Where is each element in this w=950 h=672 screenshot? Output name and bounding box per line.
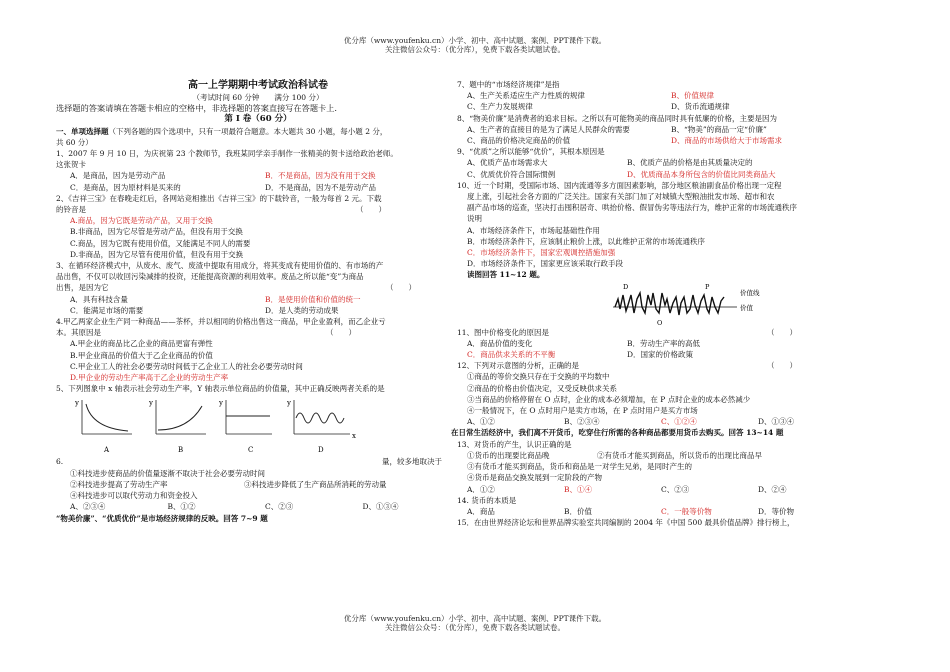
- q7-stem: 7、题中的“市场经济规律”是指: [457, 80, 560, 89]
- q5-graphs-svg: [68, 394, 358, 456]
- graph-c-y-label: y: [219, 399, 223, 408]
- q14-option-b: B．价值: [564, 506, 593, 516]
- q6-statement-3: ③科技进步降低了生产商品所消耗的劳动量: [244, 479, 387, 489]
- q2-stem-1: 2、《吉祥三宝》在春晚走红后，各网站竞相推出《吉祥三宝》的下载铃音，一般为每首 2 元。下载: [56, 193, 382, 203]
- point-d-label: D: [623, 282, 629, 291]
- q13-statement-2: ②有货币才能买到商品，所以货币的出现比商品早: [597, 450, 762, 460]
- q3-paren: （ ）: [386, 283, 416, 293]
- q8-option-c: C、商品的价格决定商品的价值: [467, 136, 571, 146]
- price-chart-svg: [607, 281, 777, 327]
- material-7-9: “物美价廉”、“优质优价”是市场经济规律的反映。回答 7~9 题: [56, 513, 268, 523]
- q9-option-c: C、优质优价符合国际惯例: [467, 169, 556, 179]
- q7-option-b: B、价值规律: [671, 91, 715, 101]
- q11-options-row-1: [457, 338, 855, 349]
- q7-options-row-1: [457, 90, 855, 101]
- q9-option-a: A、优质产品市场需求大: [467, 158, 548, 168]
- material-13-14: 在日常生活经济中，我们离不开货币，吃穿住行所需的各种商品都要用货币去购买。回答 13~14 题: [451, 428, 784, 438]
- q12-paren: （ ）: [767, 361, 797, 371]
- q7-option-c: C、生产力发展规律: [467, 102, 533, 112]
- q3-stem-2: 品出售，不仅可以收回污染减排的投资，还能提高资源的利用效率。废品之所以能“变”为商品: [56, 272, 364, 282]
- q13-options-row: [457, 484, 855, 495]
- q12-statement-2: ②商品的价格由价值决定，又受反映供求关系: [467, 383, 617, 393]
- q6-option-d: D、①③④: [362, 502, 399, 512]
- chart-intro: 读图回答 11~12 题。: [467, 270, 545, 280]
- q2-option-d: D.非商品，因为它尽管有使用价值，但没有用于交换: [70, 249, 244, 259]
- graph-d-x-label: x: [352, 432, 356, 441]
- q13-option-d: D、②④: [758, 484, 787, 494]
- q10-stem-4: 说明: [467, 214, 482, 224]
- q11-option-d: D．国家的价格政策: [627, 350, 694, 360]
- q11-option-b: B．劳动生产率的高低: [627, 338, 701, 348]
- q4-option-d: D.甲企业的劳动生产率高于乙企业的劳动生产率: [70, 373, 229, 383]
- q9-options-row-1: [457, 157, 855, 168]
- exam-title: 高一上学期期中考试政治科试卷: [188, 80, 328, 91]
- q13-option-c: C、②③: [661, 484, 690, 494]
- q10-stem-1: 10、近一个时期，受国际市场、国内流通等多方面因素影响，部分地区粮油副食品价格出现一定程: [457, 180, 782, 190]
- volume-heading: 第 I 卷（60 分）: [224, 114, 292, 125]
- graph-a: [74, 399, 132, 454]
- q3-option-a: A．具有科技含量: [70, 294, 128, 304]
- q1-options-row-1: [56, 170, 460, 181]
- q1-option-c: C．是商品，因为原材料是买来的: [70, 182, 181, 192]
- q10-option-a: A．市场经济条件下，市场起基础性作用: [467, 225, 600, 235]
- footer-line-1: 优分库（www.youfenku.cn）小学、初中、高中试题、案例、PPT课件下载。: [343, 614, 607, 623]
- graph-b: [148, 399, 206, 454]
- q14-options-row: [457, 506, 855, 517]
- q14-option-d: D．等价物: [758, 506, 795, 516]
- q6-statements-row: [56, 479, 460, 490]
- q12-statement-3: ③当商品的价格停留在 O 点时，企业的成本必须增加，在 P 点时企业的成本必然减少: [467, 394, 751, 404]
- price-curve: [615, 293, 724, 315]
- q6-stem-a: 6.: [56, 457, 64, 467]
- left-column: [56, 79, 460, 524]
- q13-option-b: B、①④: [564, 484, 593, 494]
- graph-d: [286, 399, 356, 454]
- point-p-label: P: [705, 282, 710, 291]
- q3-option-b: B．是使用价值和价值的统一: [265, 294, 361, 304]
- q4-option-c: C.甲企业工人的社会必要劳动时间低于乙企业工人的社会必要劳动时间: [70, 361, 303, 371]
- q9-options-row-2: [457, 169, 855, 180]
- q7-option-a: A、生产关系适应生产力性质的规律: [467, 91, 585, 101]
- graph-a-y-label: y: [75, 399, 79, 408]
- q1-option-a: A．是商品，因为是劳动产品: [70, 171, 166, 181]
- q6-option-b: B、①②: [167, 502, 196, 512]
- q4-paren: （ ）: [326, 328, 356, 338]
- q6-option-c: C、②③: [265, 502, 294, 512]
- q4-stem-2: 本。其原因是: [56, 328, 101, 338]
- q12-statement-4: ④一般情况下，在 O 点时用户是卖方市场，在 P 点时用户是买方市场: [467, 406, 698, 416]
- q3-options-row-2: [56, 305, 460, 316]
- q11-stem-row: [457, 327, 855, 338]
- q11-paren: （ ）: [767, 327, 797, 337]
- header-line-2: 关注微信公众号：（优分库），免费下载各类试题试卷。: [385, 45, 565, 54]
- q11-option-c: C．商品供求关系的不平衡: [467, 350, 556, 360]
- q12-statement-1: ①商品的等价交换只存在于交换的平均数中: [467, 372, 610, 382]
- q7-options-row-2: [457, 101, 855, 112]
- price-chart: [457, 281, 855, 327]
- q8-option-a: A、生产者的直接目的是为了满足人民群众的需要: [467, 124, 630, 134]
- q11-option-a: A．商品价值的变化: [467, 338, 533, 348]
- q6-options-row: [56, 501, 460, 512]
- point-o-label: O: [657, 318, 663, 327]
- q11-stem: 11、图中价格变化的原因是: [457, 327, 550, 337]
- q6-statement-2: ②科技进步提高了劳动生产率: [70, 479, 168, 489]
- q2-option-a: A.商品，因为它既是劳动产品，又用于交换: [70, 216, 213, 226]
- q1-options-row-2: [56, 182, 460, 193]
- q3-stem-row: [56, 282, 460, 293]
- q12-option-a: A、①②: [467, 417, 495, 427]
- instruction: 选择题的答案请填在答题卡相应的空格中，非选择题的答案直接写在答题卡上.: [56, 103, 337, 114]
- q5-stem: 5、下列图象中 x 轴表示社会劳动生产率，Y 轴表示单位商品的价值量，其中正确反映两者关系的是: [56, 384, 385, 394]
- q13-statement-1: ①货币的出现要比商品晚: [467, 450, 550, 460]
- q6-stem-row: [56, 456, 460, 467]
- q15-stem: 15．在由世界经济论坛和世界品牌实验室共同编制的 2004 年《中国 500 最具价值品牌》排行榜上，: [457, 518, 795, 528]
- q11-options-row-2: [457, 349, 855, 360]
- q9-option-b: B、优质产品的价格是由其质量决定的: [627, 158, 753, 168]
- q8-option-b: B、“物美”的商品一定“价廉”: [671, 124, 767, 134]
- graph-d-y-label: y: [287, 399, 291, 408]
- section-label: 一、单项选择题: [56, 126, 109, 136]
- q10-stem-3: 副产品市场的巡查，坚决打击囤积居奇、哄抬价格、假冒伪劣等违法行为，维护正常的市场流通秩序: [467, 203, 797, 213]
- q4-option-a: A.甲企业的商品比乙企业的商品更富有弹性: [70, 339, 213, 349]
- q14-option-c: C．一般等价物: [661, 506, 712, 516]
- q8-options-row-2: [457, 135, 855, 146]
- q9-option-d: D、优质商品本身所包含的价值比同类商品大: [627, 169, 776, 179]
- section-heading: [56, 126, 460, 137]
- footer-line-2: 关注微信公众号：（优分库），免费下载各类试题试卷。: [385, 623, 565, 632]
- q12-option-d: D、①③④: [758, 417, 795, 427]
- q13-statements-row: [457, 450, 855, 461]
- q3-option-c: C．能满足市场的需要: [70, 305, 144, 315]
- graph-d-label: D: [318, 446, 324, 455]
- q6-option-a: A、②③④: [70, 502, 106, 512]
- q9-stem: 9、“优质”之所以能够“优价”，其根本原因是: [457, 147, 605, 157]
- q1-option-b: B．不是商品，因为没有用于交换: [265, 171, 376, 181]
- q3-stem-3: 出售，是因为它: [56, 283, 109, 293]
- graph-b-label: B: [178, 446, 184, 455]
- q10-option-b: B．市场经济条件下，应该制止粮价上涨，以此维护正常的市场流通秩序: [467, 236, 706, 246]
- q10-stem-2: 度上涨，引起社会各方面的广泛关注。国家有关部门加了对城镇大型粮油批发市场、超市和农: [467, 192, 775, 202]
- graph-b-y-label: y: [149, 399, 153, 408]
- q4-option-b: B.甲企业商品的价值大于乙企业商品的价值: [70, 350, 213, 360]
- graph-c-label: C: [248, 446, 254, 455]
- q14-stem: 14. 货币的本质是: [457, 495, 517, 505]
- q5-graphs: [68, 394, 460, 456]
- right-column: [451, 79, 855, 528]
- price-line-label: 价值线: [740, 288, 760, 297]
- header-line-1: 优分库（www.youfenku.cn）小学、初中、高中试题、案例、PPT课件下载。: [343, 36, 607, 45]
- section-text-2: 共 60 分）: [56, 137, 93, 147]
- page-header: [0, 36, 950, 54]
- q3-option-d: D．是人类的劳动成果: [265, 305, 339, 315]
- q12-options-row: [457, 416, 855, 427]
- q8-option-d: D、商品的市场供给大于市场需求: [671, 136, 783, 146]
- q4-stem-1: 4.甲乙两家企业生产同一种商品——茶杯，并以相同的价格出售这一商品，甲企业盈利，而乙企业亏: [56, 317, 386, 327]
- q13-option-a: A．①②: [467, 484, 495, 494]
- q10-option-c: C．市场经济条件下，国家宏观调控措施加强: [467, 248, 616, 258]
- q6-statement-4: ④科技进步可以取代劳动力和资金投入: [70, 491, 198, 501]
- q2-stem-row: [56, 204, 460, 215]
- q14-option-a: A．商品: [467, 506, 495, 516]
- q10-option-d: D．市场经济条件下，国家更应该采取行政手段: [467, 259, 624, 269]
- q2-option-c: C.商品，因为它既有使用价值，又能满足不同人的需要: [70, 238, 251, 248]
- q13-stem: 13、对货币的产生，认识正确的是: [457, 439, 572, 449]
- q2-paren: （ ）: [356, 205, 386, 215]
- graph-c: [218, 399, 272, 454]
- q1-option-d: D．不是商品，因为不是劳动产品: [265, 182, 377, 192]
- q1-stem-1: 1、2007 年 9 月 10 日，为庆祝第 23 个教师节，我班某同学亲手制作一张精美的贺卡送给政治老师。: [56, 149, 398, 159]
- value-line-label: 价值: [740, 303, 753, 312]
- q6-statement-1: ①科技进步使商品的价值量逐渐不取决于社会必要劳动时间: [70, 468, 265, 478]
- section-text: （下列各题的四个选项中，只有一项最符合题意。本大题共 30 小题，每小题 2 分，: [108, 126, 388, 136]
- q12-stem-row: [457, 360, 855, 371]
- q3-stem-1: 3、在循环经济模式中，从废水、废气、废渣中提取有用成分，将其变成有使用价值的、有市场的产: [56, 261, 384, 271]
- q8-stem: 8、“物美价廉”是消费者的追求目标。之所以有可能物美的商品同时具有低廉的价格，主要是因为: [457, 113, 777, 123]
- q13-statement-3: ③有货币才能买到商品，货币和商品是一对学生兄弟，是同时产生的: [467, 462, 692, 472]
- q12-option-b: B、②③④: [564, 417, 600, 427]
- graph-a-label: A: [104, 446, 110, 455]
- page-footer: [0, 614, 950, 632]
- q2-stem-2: 的铃音是: [56, 205, 86, 215]
- q1-stem-2: 这张贺卡: [56, 160, 86, 170]
- q2-option-b: B.非商品，因为它尽管是劳动产品，但没有用于交换: [70, 227, 243, 237]
- q12-option-c: C、①②④: [661, 417, 697, 427]
- q3-options-row-1: [56, 294, 460, 305]
- q12-stem: 12、下列对示意图的分析，正确的是: [457, 361, 580, 371]
- q6-stem-b: 量，较多地取决于: [382, 457, 442, 467]
- q8-options-row-1: [457, 124, 855, 135]
- q7-option-d: D、货币流通规律: [671, 102, 730, 112]
- exam-subtitle: （考试时间 60 分钟 满分 100 分）: [192, 93, 324, 102]
- q13-statement-4: ④货币是商品交换发展到一定阶段的产物: [467, 473, 602, 483]
- q4-stem-row: [56, 327, 460, 338]
